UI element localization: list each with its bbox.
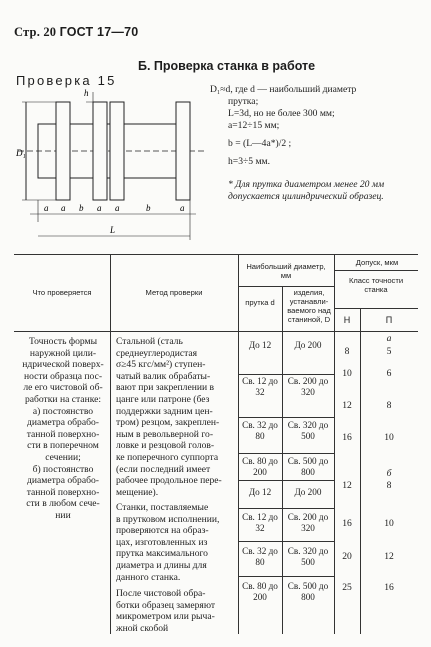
definition-line-3: L=3d, но не более 300 мм; (228, 108, 335, 119)
row-6-bar: Св. 12 до 32 (242, 512, 278, 533)
row-5-bar: До 12 (248, 487, 272, 497)
row-2-bar: Св. 12 до 32 (242, 376, 278, 397)
row-7-n: 20 (342, 551, 352, 562)
row-3-p: 8 (386, 400, 392, 411)
row-1-bar: До 12 (248, 340, 272, 350)
row-1-part: До 200 (294, 340, 322, 350)
row-2-p: 6 (386, 368, 392, 379)
row-3-bar: Св. 32 до 80 (242, 420, 278, 441)
standard-number: ГОСТ 17—70 (59, 25, 139, 39)
row-7-p: 12 (384, 551, 394, 562)
col-tol: Допуск, мкм (355, 258, 399, 267)
label-a1: a (44, 203, 49, 213)
group-a-label: а (386, 333, 392, 344)
method-paragraph-1: Стальной (сталь среднеуглеродистая σ≥45 кгс/мм²) ступен- чатый валик обрабаты- вают при закреплении в цанге или патроне (без поддержки задним цен- тром) резцом, закреплен- ным в револьверной го- ловке и резцовой голов- ке поперечного суппорта (если последний имеет рабочее продольное пере- мещение). (116, 336, 222, 498)
definition-line-4: a=12÷15 мм; (228, 120, 280, 131)
footnote: * Для прутка диаметром менее 20 мм допускается цилиндрический образец. (228, 179, 385, 202)
label-a5: a (180, 203, 185, 213)
stepped-shaft-drawing (16, 84, 206, 254)
row-2-part: Св. 200 до 320 (287, 376, 329, 397)
label-b2: b (146, 203, 151, 213)
row-6-part: Св. 200 до 320 (287, 512, 329, 533)
col-what: Что проверяется (32, 288, 92, 297)
method-paragraph-3: После чистовой обра- ботки образец замеряют микрометром или рыча- жной скобой (116, 588, 216, 634)
col-method: Метод проверки (145, 288, 203, 297)
label-a3: a (97, 203, 102, 213)
page-header (14, 25, 138, 40)
row-5-part: До 200 (294, 487, 322, 497)
col-n: Н (343, 315, 351, 325)
label-a2: a (61, 203, 66, 213)
row-2-n: 10 (342, 368, 352, 379)
label-b1: b (79, 203, 84, 213)
row-8-part: Св. 500 до 800 (287, 581, 329, 602)
row-1-n: 8 (344, 346, 350, 357)
row-8-bar: Св. 80 до 200 (242, 581, 278, 602)
row-8-n: 25 (342, 582, 352, 593)
col-bar: прутка d (245, 298, 275, 307)
row-6-p: 10 (384, 518, 394, 529)
col-class: Класс точности станка (348, 276, 404, 294)
what-is-checked: Точность формы наружной цили- ндрической поверх- ности образца пос- ле его чистовой об- работки на станке: а) постоянство диаметра обрабо- танной поверхно- сти в поперечном сечении; б) постоянство диаметра обрабо- танной поверхно- сти в любом сече- нии (22, 336, 104, 521)
table-top-rule (14, 254, 418, 255)
page-number: Стр. 20 (14, 25, 57, 39)
label-l: L (110, 225, 116, 235)
col-part: изделия, устанавли-ваемого над станиной, D (287, 288, 331, 324)
row-4-part: Св. 500 до 800 (287, 456, 329, 477)
row-4-bar: Св. 80 до 200 (242, 456, 278, 477)
group-b-label: б (386, 468, 392, 479)
table-header-rule (14, 331, 418, 332)
row-4-n: 16 (342, 432, 352, 443)
section-title: Б. Проверка станка в работе (138, 59, 316, 73)
definition-line-2: прутка; (228, 96, 259, 107)
label-a4: a (115, 203, 120, 213)
row-8-p: 16 (384, 582, 394, 593)
row-6-n: 16 (342, 518, 352, 529)
method-paragraph-2: Станки, поставляемые в прутковом исполнении, проверяются на образ- цах, изготовленных из прутка максимального диаметра и длины для данного станка. (116, 502, 220, 583)
check-label: Проверка 15 (16, 73, 117, 88)
row-3-n: 12 (342, 400, 352, 411)
row-4-p: 10 (384, 432, 394, 443)
definition-line-1: D₁≈d, где d — наибольший диаметр (210, 84, 357, 95)
row-5-n: 12 (342, 480, 352, 491)
col-max-diam: Наибольший диаметр, мм (246, 262, 326, 280)
row-3-part: Св. 320 до 500 (287, 420, 329, 441)
label-d1: D₁ (16, 148, 26, 158)
definition-line-6: h=3÷5 мм. (228, 156, 271, 167)
col-p: П (385, 315, 393, 325)
row-1-p: 5 (386, 346, 392, 357)
row-5-p: 8 (386, 480, 392, 491)
definition-line-5: b = (L—4a*)/2 ; (228, 138, 292, 149)
row-7-bar: Св. 32 до 80 (242, 546, 278, 567)
label-h: h (84, 88, 89, 98)
row-7-part: Св. 320 до 500 (287, 546, 329, 567)
